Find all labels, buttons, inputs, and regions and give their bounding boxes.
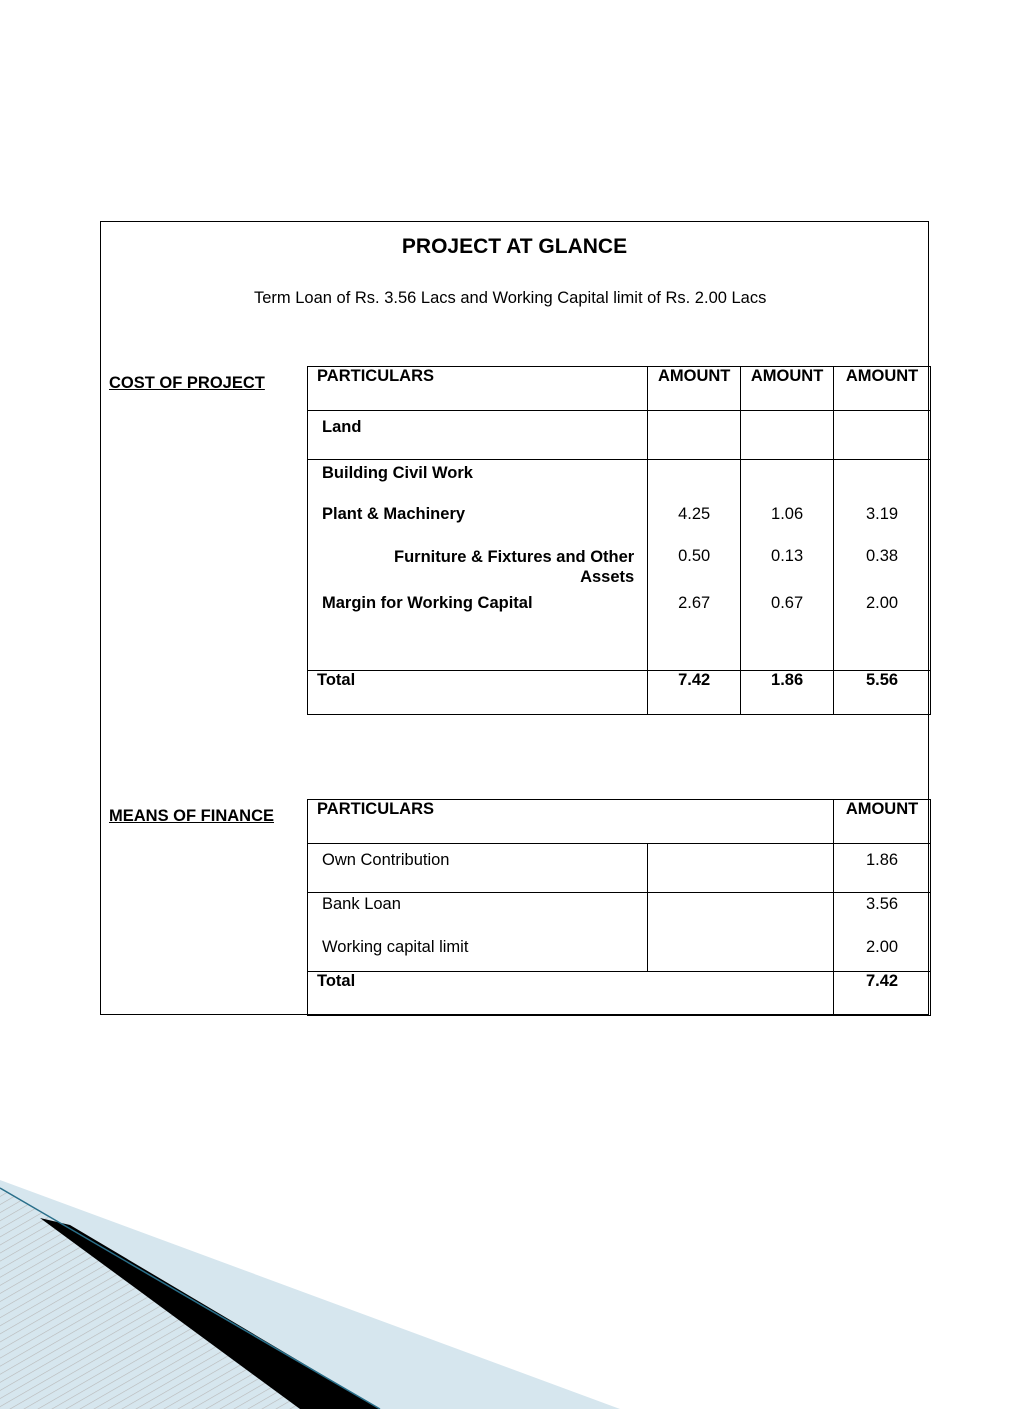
project-glance-frame [100,221,929,1015]
working-capital-label: Working capital limit [322,938,469,956]
table-row [308,893,931,972]
plant-amount-2: 1.06 [771,505,804,523]
land-label: Land [322,418,362,436]
cost-table [307,366,931,715]
finance-total-label: Total [308,972,834,1016]
finance-table [307,799,931,1016]
finance-total-amount: 7.42 [834,972,931,1016]
table-row [308,460,931,671]
bank-loan-amount: 3.56 [865,895,899,913]
plant-amount-3: 3.19 [865,505,899,523]
margin-amount-2: 0.67 [771,594,804,612]
own-contribution-label: Own Contribution [322,851,450,869]
plant-amount-1: 4.25 [678,505,711,523]
page-title: PROJECT AT GLANCE [401,235,628,258]
own-contribution-amount: 1.86 [865,851,899,869]
working-capital-amount: 2.00 [865,938,899,956]
cost-header-amount-3: AMOUNT [834,367,931,411]
furniture-amount-2: 0.13 [771,547,804,565]
table-row [308,411,931,460]
corner-decoration [0,1180,620,1409]
cost-header-particulars: PARTICULARS [308,367,648,411]
item-plant-label: Plant & Machinery [322,505,466,523]
cost-total-amount-1: 7.42 [648,671,741,715]
finance-header-amount: AMOUNT [834,800,931,844]
finance-header-row [308,800,931,844]
item-building-label: Building Civil Work [322,464,473,482]
table-row [308,844,931,893]
cost-of-project-label: COST OF PROJECT [109,374,265,392]
cost-total-amount-3: 5.56 [834,671,931,715]
item-margin-label: Margin for Working Capital [322,594,533,612]
cost-total-row [308,671,931,715]
bank-loan-label: Bank Loan [322,895,401,913]
means-of-finance-label: MEANS OF FINANCE [109,807,274,825]
page-subtitle: Term Loan of Rs. 3.56 Lacs and Working Capital limit of Rs. 2.00 Lacs [254,289,767,307]
furniture-amount-1: 0.50 [678,547,711,565]
finance-header-particulars: PARTICULARS [308,800,834,844]
cost-header-amount-2: AMOUNT [741,367,834,411]
margin-amount-1: 2.67 [678,594,711,612]
item-furniture-label: Furniture & Fixtures and Other Assets [394,548,635,586]
finance-total-row [308,972,931,1016]
cost-total-amount-2: 1.86 [741,671,834,715]
cost-header-amount-1: AMOUNT [648,367,741,411]
margin-amount-3: 2.00 [865,594,899,612]
cost-total-label: Total [308,671,648,715]
furniture-amount-3: 0.38 [865,547,899,565]
cost-header-row [308,367,931,411]
